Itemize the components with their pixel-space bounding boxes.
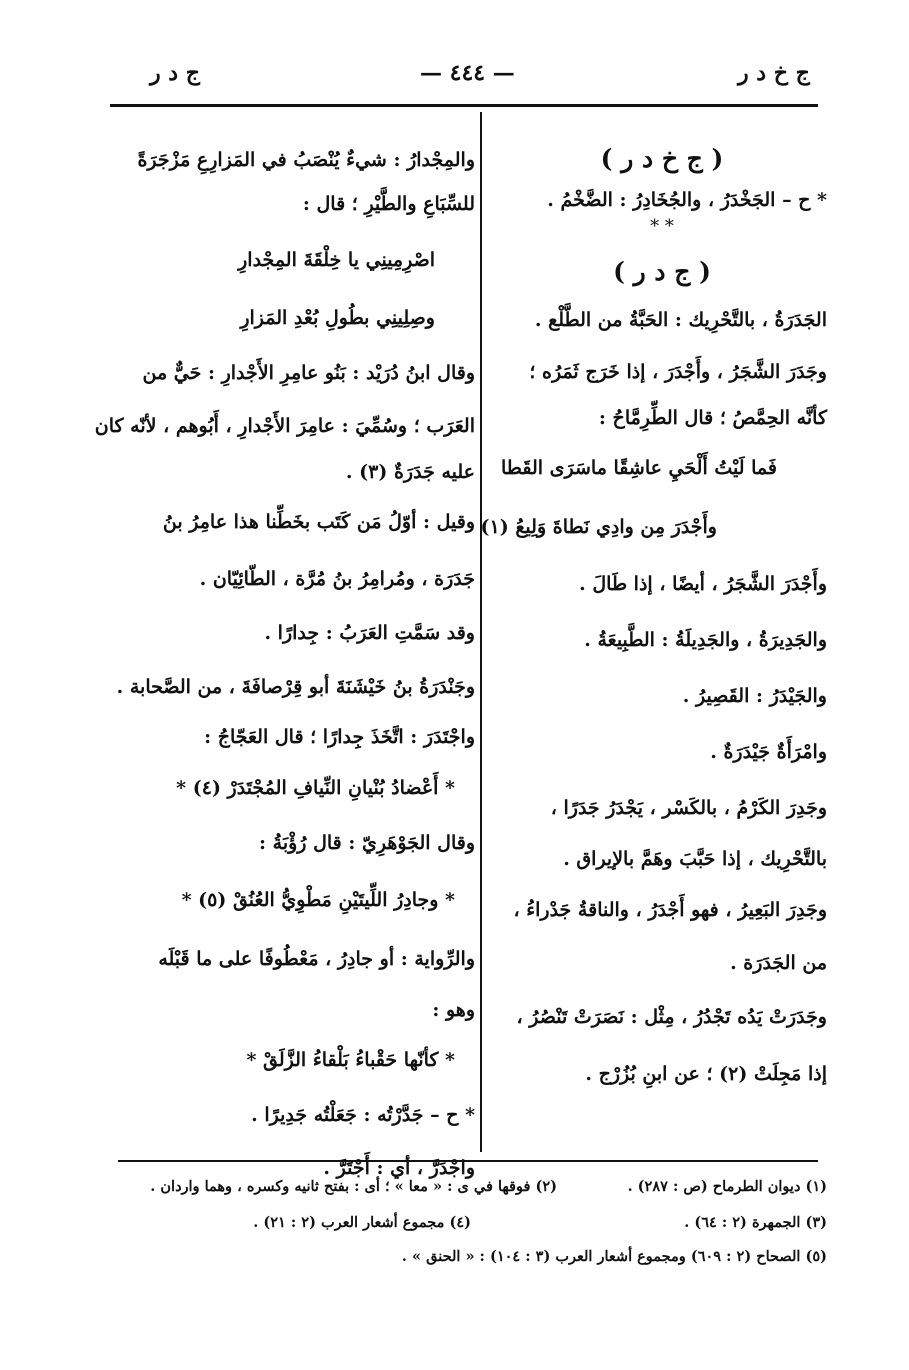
header-left-root: ج د ر — [150, 60, 200, 86]
footnote-1: (١) ديوان الطرماح (ص : ٢٨٧) . — [627, 1178, 827, 1195]
verse-line: * كأنّها حَقْباءُ بَلْقاءُ الزَّلَقْ * — [246, 1049, 455, 1071]
verse-line: اصْرِمِينِي يا خِلْقَةَ المِجْدارِ — [238, 249, 435, 271]
entry-line: وقيل : أوّلُ مَن كَتَب بخَطِّنا هذا عامِرُ بنُ — [162, 511, 475, 533]
entry-line: والرِّواية : أو جادِرُ ، مَعْطُوفًا على ما قَبْلَه — [158, 948, 475, 970]
entry-line: والجَيْدَرُ : القَصِيرُ . — [682, 684, 827, 707]
entry-line: واجْدَرَّ ، أي : أَجْتَرَّ . — [323, 1157, 475, 1179]
entry-title-jdr: ( ج د ر ) — [613, 256, 711, 286]
entry-line: عليه جَدَرَةٌ (٣) . — [345, 461, 475, 483]
entry-line: وقال ابنُ دُرَيْد : بَنُو عامِرِ الأَجْدارِ : حَيٌّ من — [142, 362, 475, 384]
entry-line: وأَجْدَرَ الشَّجَرُ ، أيضًا ، إذا طَالَ . — [579, 572, 827, 595]
entry-line: وجَدَرَتْ يَدُه تَجْدُرُ ، مِثْل : نَصَرَتْ تَنْصُرُ ، — [516, 1005, 827, 1028]
verse-line: * أَعْضادُ بُنْيانِ النِّيافِ المُجْتَدَرْ (٤) * — [176, 777, 455, 799]
entry-line: من الجَدَرَة . — [730, 951, 827, 974]
entry-line: * ح – جَدَّرْتُه : جَعَلْتُه جَدِيرًا . — [251, 1104, 475, 1126]
footnote-2: (٢) فوقها في ى : « معا » ؛ أى : بفتح ثانيه وكسره ، وهما واردان . — [150, 1178, 557, 1195]
entry-line: جَدَرَة ، ومُرامِرُ بنُ مُرَّة ، الطّائِيّان . — [199, 568, 475, 590]
entry-line: كأنَّه الحِمَّصُ ؛ قال الطِّرِمَّاحُ : — [598, 406, 827, 429]
entry-line: وامْرَأَةٌ جَيْدَرَةٌ . — [710, 740, 827, 763]
entry-line: وجَدِرَ البَعِيرُ ، فهو أَجْدَرُ ، والناقةُ جَدْراءُ ، — [513, 898, 827, 921]
separator-stars: * * — [650, 215, 674, 237]
verse-line: وصِلِينِي بطُولِ بُعْدِ المَزارِ — [240, 307, 435, 329]
entry-line: العَرَب ؛ وسُمِّيَ : عامِرَ الأَجْدارِ ، أَبُوهم ، لأنّه كان — [94, 415, 475, 437]
verse-line: وأَجْدَرَ مِن وادِي نَطاةَ وَلِيعُ (١) — [480, 515, 717, 538]
verse-line: * وجادِرُ اللِّيتَيْنِ مَطْوِيُّ العُنُقْ (٥) * — [181, 889, 455, 911]
header-rule — [110, 104, 818, 107]
entry-line: الجَدَرَةُ ، بالتَّحْرِيك : الحَبَّةُ من الطَّلْع . — [534, 308, 827, 331]
verse-line: فَما لَيْتُ أَلْحَيِ عاشِقًا ماسَرَى القَطا — [500, 456, 777, 479]
entry-line: إذا مَجِلَتْ (٢) ؛ عن ابنِ بُزُرْج . — [585, 1062, 827, 1085]
right-column — [480, 142, 827, 1102]
entry-line: * ح – الجَخْدَرُ ، والجُخَادِرُ : الضَّخْمُ . — [547, 189, 827, 211]
entry-line: والمِجْدارُ : شيءٌ يُنْصَبُ في المَزارِعِ مَزْجَرَةً — [137, 149, 475, 171]
entry-line: وجَدَرَ الشَّجَرُ ، وأَجْدَرَ ، إذا خَرَج ثَمَرُه ؛ — [529, 360, 827, 383]
entry-line: والجَدِيرَةُ ، والجَدِيلَةُ : الطَّبِيعَةُ . — [584, 628, 827, 651]
entry-line: بالتَّحْرِيك ، إذا حَبَّبَ وهَمَّ بالإيراق . — [563, 847, 827, 870]
entry-line: وجَنْدَرَةُ بنُ خَيْشَنَةَ أبو قِرْصافَةَ ، من الصَّحابة . — [116, 676, 475, 698]
entry-line: وجَدِرَ الكَرْمُ ، بالكَسْر ، يَجْدَرُ جَدَرًا ، — [550, 796, 827, 819]
header-page-number: — ٤٤٤ — — [420, 60, 515, 86]
header-right-root: ج خ د ر — [738, 60, 810, 86]
entry-title-jkhdr: ( ج خ د ر ) — [600, 144, 724, 173]
footnote-5: (٥) الصحاح (٢ : ٦٠٩) ومجموع أشعار العرب (٣ : ١٠٤) : « الحنق » . — [401, 1248, 827, 1265]
entry-line: وهو : — [432, 999, 475, 1021]
entry-line: واجْتَدَرَ : اتَّخَذَ جِدارًا ؛ قال العَجّاجُ : — [204, 726, 475, 748]
footnote-4: (٤) مجموع أشعار العرب (٢ : ٢١) . — [253, 1214, 471, 1231]
entry-body-jdr — [480, 294, 827, 1102]
entry-line: وقال الجَوْهَرِيّ : قال رُؤْبَةُ : — [259, 832, 475, 854]
column-divider — [480, 112, 482, 1152]
entry-line: للسِّبَاعِ والطَّيْرِ ؛ قال : — [302, 193, 475, 215]
footnote-3: (٣) الجمهرة (٢ : ٦٤) . — [684, 1214, 827, 1231]
entry-line: وقد سَمَّتِ العَرَبُ : جِدارًا . — [264, 622, 475, 644]
left-column — [94, 142, 475, 1194]
